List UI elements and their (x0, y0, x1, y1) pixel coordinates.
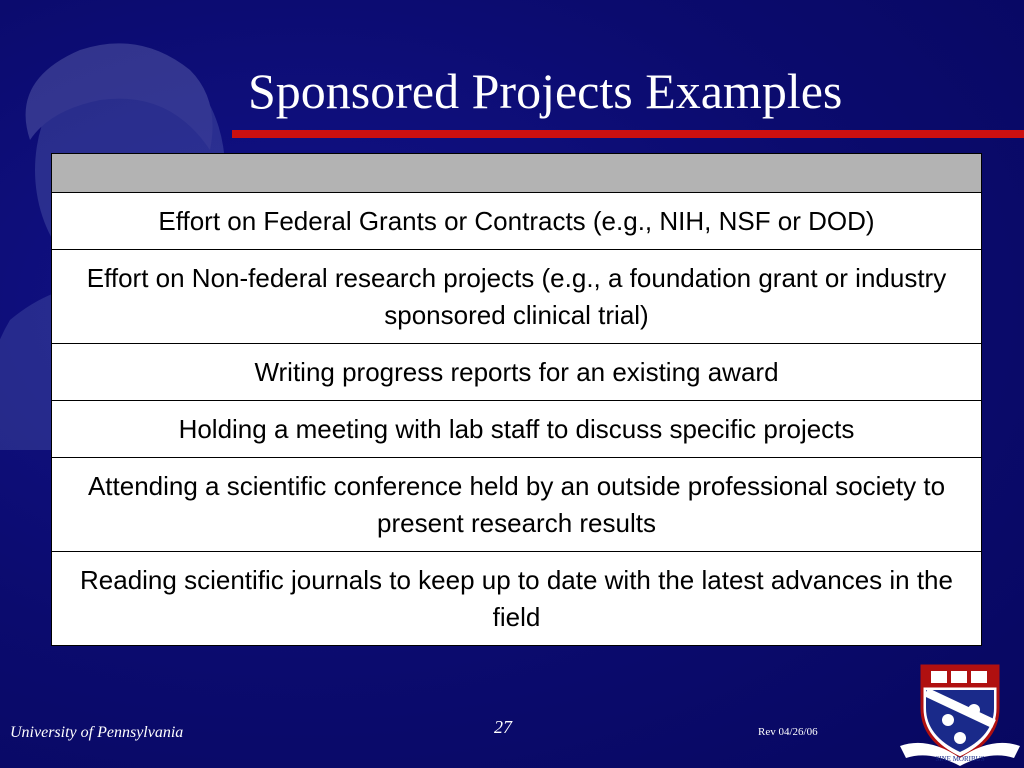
page-number: 27 (494, 717, 512, 737)
table-cell: Holding a meeting with lab staff to discuss specific projects (52, 401, 982, 458)
table-row (52, 344, 982, 401)
revision-date: Rev 04/26/06 (758, 726, 818, 738)
slide-title: Sponsored Projects Examples (248, 63, 843, 119)
table-row (52, 552, 982, 646)
table-cell: Attending a scientific conference held by an outside professional society to present research results (52, 458, 982, 552)
table-cell: Effort on Non-federal research projects (e.g., a foundation grant or industry sponsored clinical trial) (52, 250, 982, 344)
table-header-cell (52, 154, 982, 193)
title-underline (232, 130, 1024, 138)
table-header-row (52, 154, 982, 193)
table-cell: Effort on Federal Grants or Contracts (e.g., NIH, NSF or DOD) (52, 193, 982, 250)
table-row (52, 401, 982, 458)
examples-table (51, 153, 982, 646)
table-row (52, 458, 982, 552)
university-shield-icon (898, 662, 1022, 766)
logo-motto: SINE MORIBUS (935, 755, 985, 763)
footer-institution: University of Pennsylvania (10, 724, 184, 741)
table-row (52, 250, 982, 344)
table-row (52, 193, 982, 250)
table-cell: Writing progress reports for an existing award (52, 344, 982, 401)
table-cell: Reading scientific journals to keep up to date with the latest advances in the field (52, 552, 982, 646)
